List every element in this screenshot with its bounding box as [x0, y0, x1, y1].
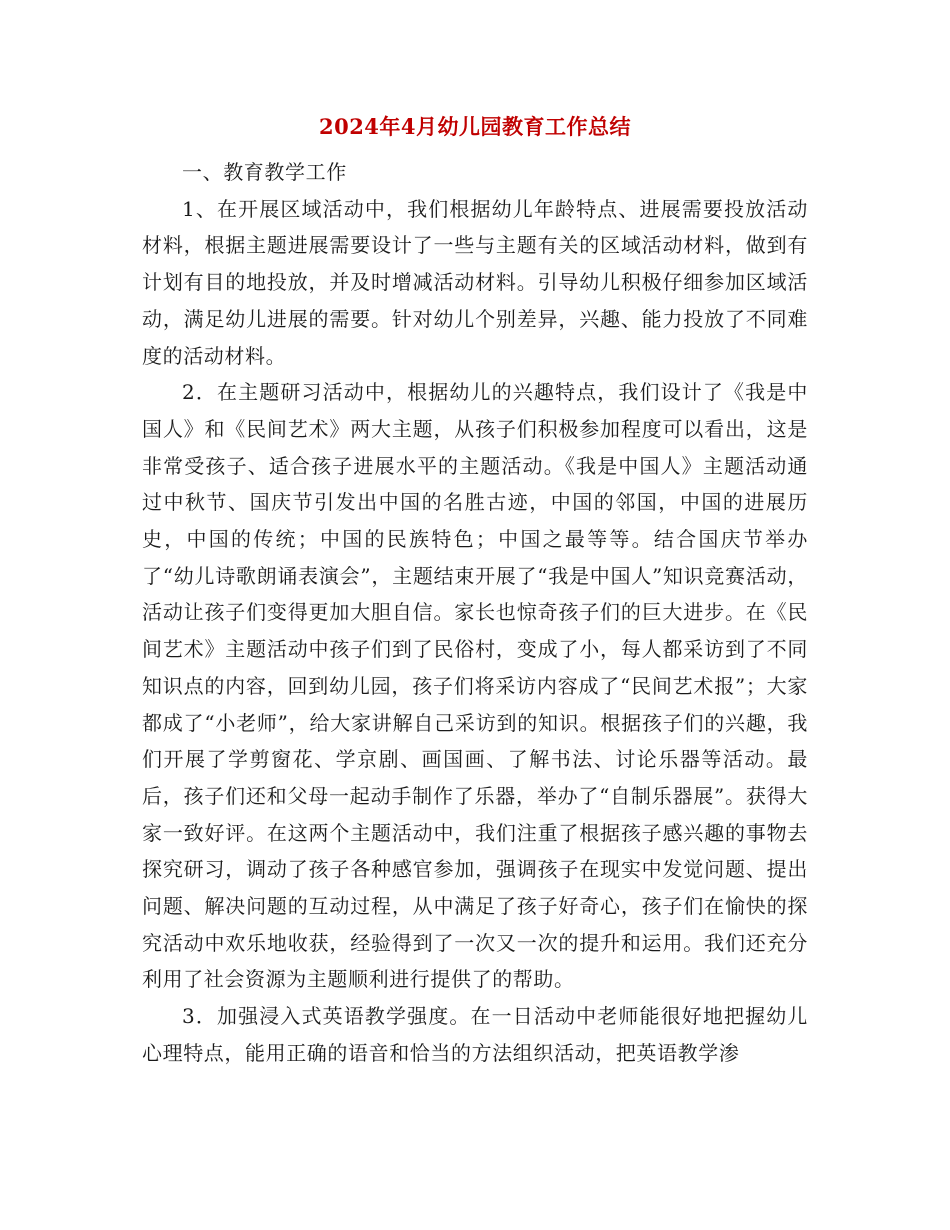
document-title: 2024年4月幼儿园教育工作总结 [318, 114, 632, 139]
paragraph-1: 1、在开展区域活动中，我们根据幼儿年龄特点、进展需要投放活动材料，根据主题进展需要设计了一些与主题有关的区域活动材料，做到有计划有目的地投放，并及时增减活动材料。引导幼儿积极仔细参加区域活动，满足幼儿进展的需要。针对幼儿个别差异，兴趣、能力投放了不同难度的活动材料。 [142, 196, 808, 368]
paragraph-3: 3．加强浸入式英语教学强度。在一日活动中老师能很好地把握幼儿心理特点，能用正确的语音和恰当的方法组织活动，把英语教学渗 [142, 1004, 808, 1065]
paragraph-2: 2．在主题研习活动中，根据幼儿的兴趣特点，我们设计了《我是中国人》和《民间艺术》两大主题，从孩子们积极参加程度可以看出，这是非常受孩子、适合孩子进展水平的主题活动。《我是中国人》主题活动通过中秋节、国庆节引发出中国的名胜古迹，中国的邻国，中国的进展历史，中国的传统；中国的民族特色；中国之最等等。结合国庆节举办了“幼儿诗歌朗诵表演会”，主题结束开展了“我是中国人”知识竞赛活动，活动让孩子们变得更加大胆自信。家长也惊奇孩子们的巨大进步。在《民间艺术》主题活动中孩子们到了民俗村，变成了小，每人都采访到了不同知识点的内容，回到幼儿园，孩子们将采访内容成了“民间艺术报”；大家都成了“小老师”，给大家讲解自己采访到的知识。根据孩子们的兴趣，我们开展了学剪窗花、学京剧、画国画、了解书法、讨论乐器等活动。最后，孩子们还和父母一起动手制作了乐器，举办了“自制乐器展”。获得大家一致好评。在这两个主题活动中，我们注重了根据孩子感兴趣的事物去探究研习，调动了孩子各种感官参加，强调孩子在现实中发觉问题、提出问题、解决问题的互动过程，从中满足了孩子好奇心，孩子们在愉快的探究活动中欢乐地收获，经验得到了一次又一次的提升和运用。我们还充分利用了社会资源为主题顺利进行提供了的帮助。 [142, 380, 808, 992]
document-body [142, 154, 808, 1072]
section-heading: 一、教育教学工作 [182, 160, 347, 184]
